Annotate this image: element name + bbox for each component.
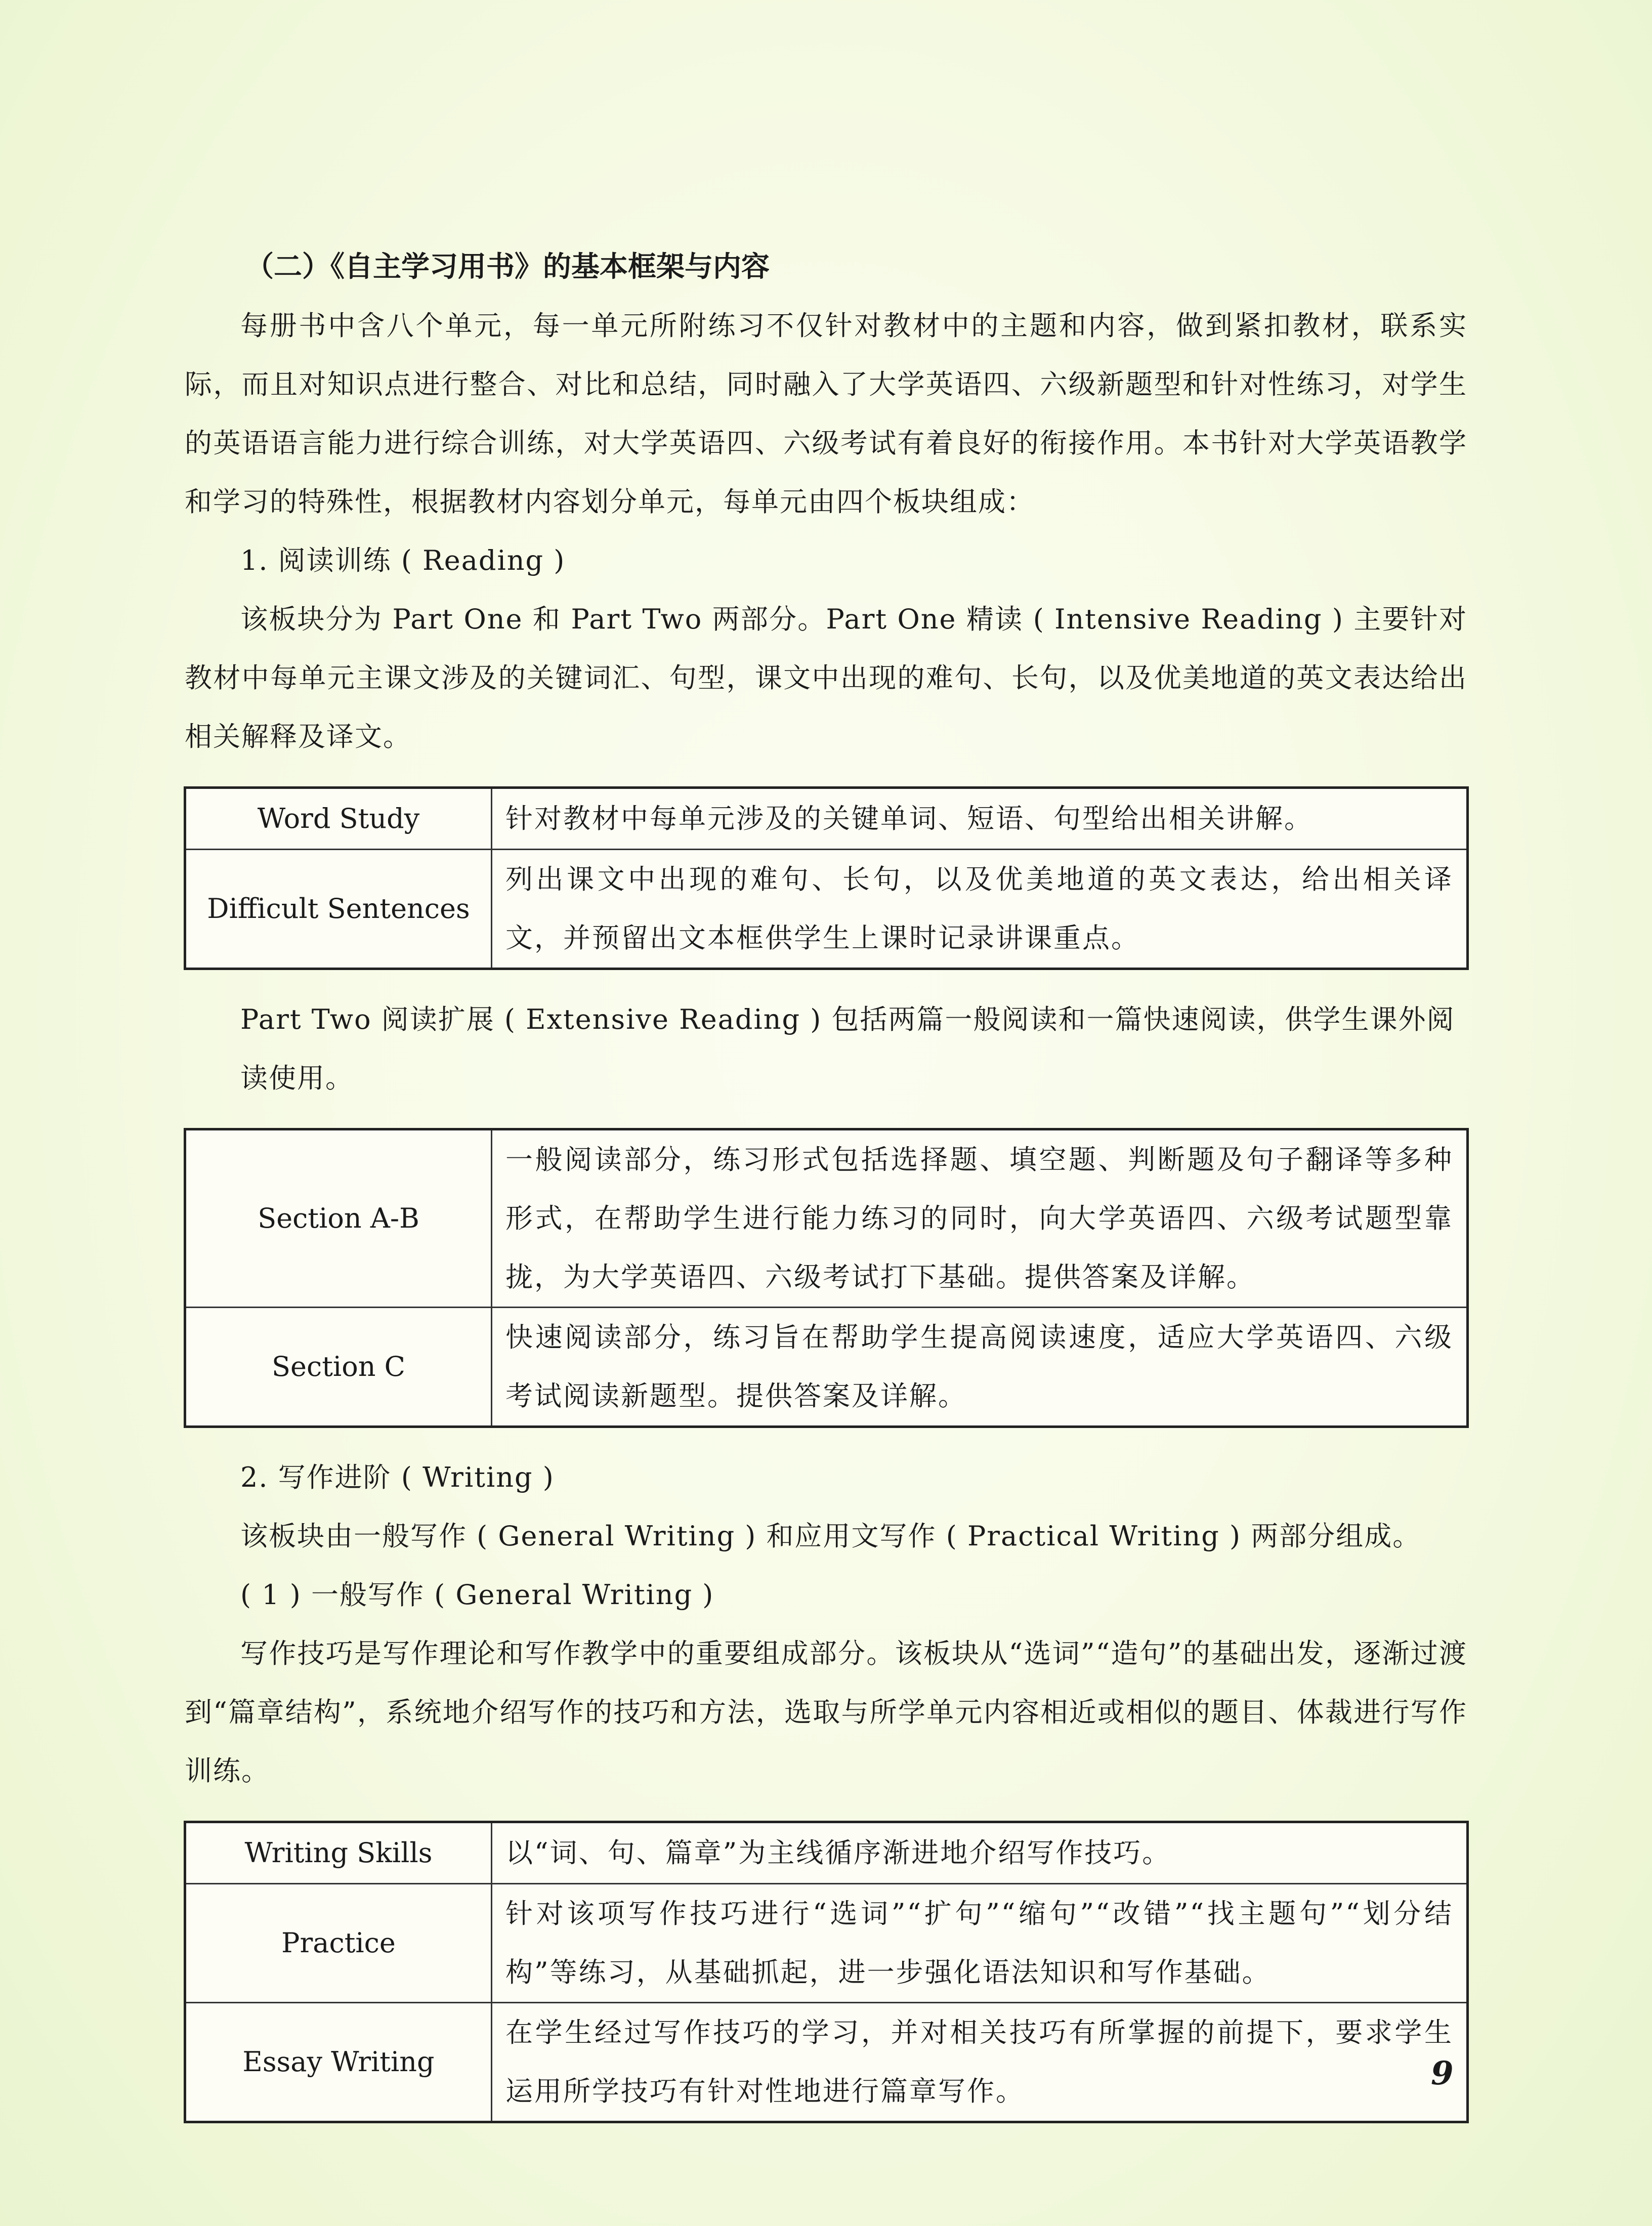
table-key: Difficult Sentences (185, 850, 492, 969)
page-content (185, 238, 1467, 2144)
section-heading: （二）《自主学习用书》的基本框架与内容 (245, 250, 770, 283)
table-value: 在学生经过写作技巧的学习，并对相关技巧有所掌握的前提下，要求学生运用所学技巧有针对性地进行篇章写作。 (492, 2003, 1468, 2122)
intro-paragraph: 每册书中含八个单元，每一单元所附练习不仅针对教材中的主题和内容，做到紧扣教材，联系实际，而且对知识点进行整合、对比和总结，同时融入了大学英语四、六级新题型和针对性练习，对学生的英语语言能力进行综合训练，对大学英语四、六级考试有着良好的衔接作用。本书针对大学英语教学和学习的特殊性，根据教材内容划分单元，每单元由四个板块组成： (185, 310, 1467, 518)
reading-title: 1. 阅读训练 ( Reading ) (240, 544, 566, 576)
general-writing-title: ( 1 ) 一般写作 ( General Writing ) (240, 1579, 714, 1611)
table-row (185, 1822, 1468, 1884)
table-row (185, 1308, 1468, 1427)
table-key: Essay Writing (185, 2003, 492, 2122)
part-two-description: Part Two 阅读扩展 ( Extensive Reading ) 包括两篇一般阅读和一篇快速阅读，供学生课外阅读使用。 (240, 1003, 1455, 1094)
reading-part-one-table (184, 786, 1469, 970)
general-writing-description: 写作技巧是写作理论和写作教学中的重要组成部分。该板块从“选词”“造句”的基础出发，逐渐过渡到“篇章结构”，系统地介绍写作的技巧和方法，选取与所学单元内容相近或相似的题目、体裁进行写作训练。 (185, 1637, 1467, 1787)
reading-description: 该板块分为 Part One 和 Part Two 两部分。Part One 精读 ( Intensive Reading ) 主要针对教材中每单元主课文涉及的关键词汇、句型，课文中出现的难句、长句，以及优美地道的英文表达给出相关解释及译文。 (185, 603, 1467, 752)
table-value: 针对该项写作技巧进行“选词”“扩句”“缩句”“改错”“找主题句”“划分结构”等练习，从基础抓起，进一步强化语法知识和写作基础。 (492, 1884, 1468, 2003)
table-key: Section A-B (185, 1129, 492, 1308)
table-row (185, 788, 1468, 850)
table-key: Word Study (185, 788, 492, 850)
table-row (185, 1884, 1468, 2003)
table-value: 快速阅读部分，练习旨在帮助学生提高阅读速度，适应大学英语四、六级考试阅读新题型。提供答案及详解。 (492, 1308, 1468, 1427)
table-row (185, 850, 1468, 969)
table-row (185, 2003, 1468, 2122)
writing-description: 该板块由一般写作 ( General Writing ) 和应用文写作 ( Practical Writing ) 两部分组成。 (240, 1520, 1421, 1552)
table-value: 针对教材中每单元涉及的关键单词、短语、句型给出相关讲解。 (492, 788, 1468, 850)
writing-title: 2. 写作进阶 ( Writing ) (240, 1461, 555, 1493)
table-key: Writing Skills (185, 1822, 492, 1884)
table-key: Section C (185, 1308, 492, 1427)
table-key: Practice (185, 1884, 492, 2003)
table-row (185, 1129, 1468, 1308)
writing-table (184, 1821, 1469, 2123)
table-value: 以“词、句、篇章”为主线循序渐进地介绍写作技巧。 (492, 1822, 1468, 1884)
reading-part-two-table (184, 1128, 1469, 1428)
table-value: 列出课文中出现的难句、长句，以及优美地道的英文表达，给出相关译文，并预留出文本框供学生上课时记录讲课重点。 (492, 850, 1468, 969)
page-number: 9 (1431, 2054, 1454, 2092)
table-value: 一般阅读部分，练习形式包括选择题、填空题、判断题及句子翻译等多种形式，在帮助学生进行能力练习的同时，向大学英语四、六级考试题型靠拢，为大学英语四、六级考试打下基础。提供答案及详解。 (492, 1129, 1468, 1308)
